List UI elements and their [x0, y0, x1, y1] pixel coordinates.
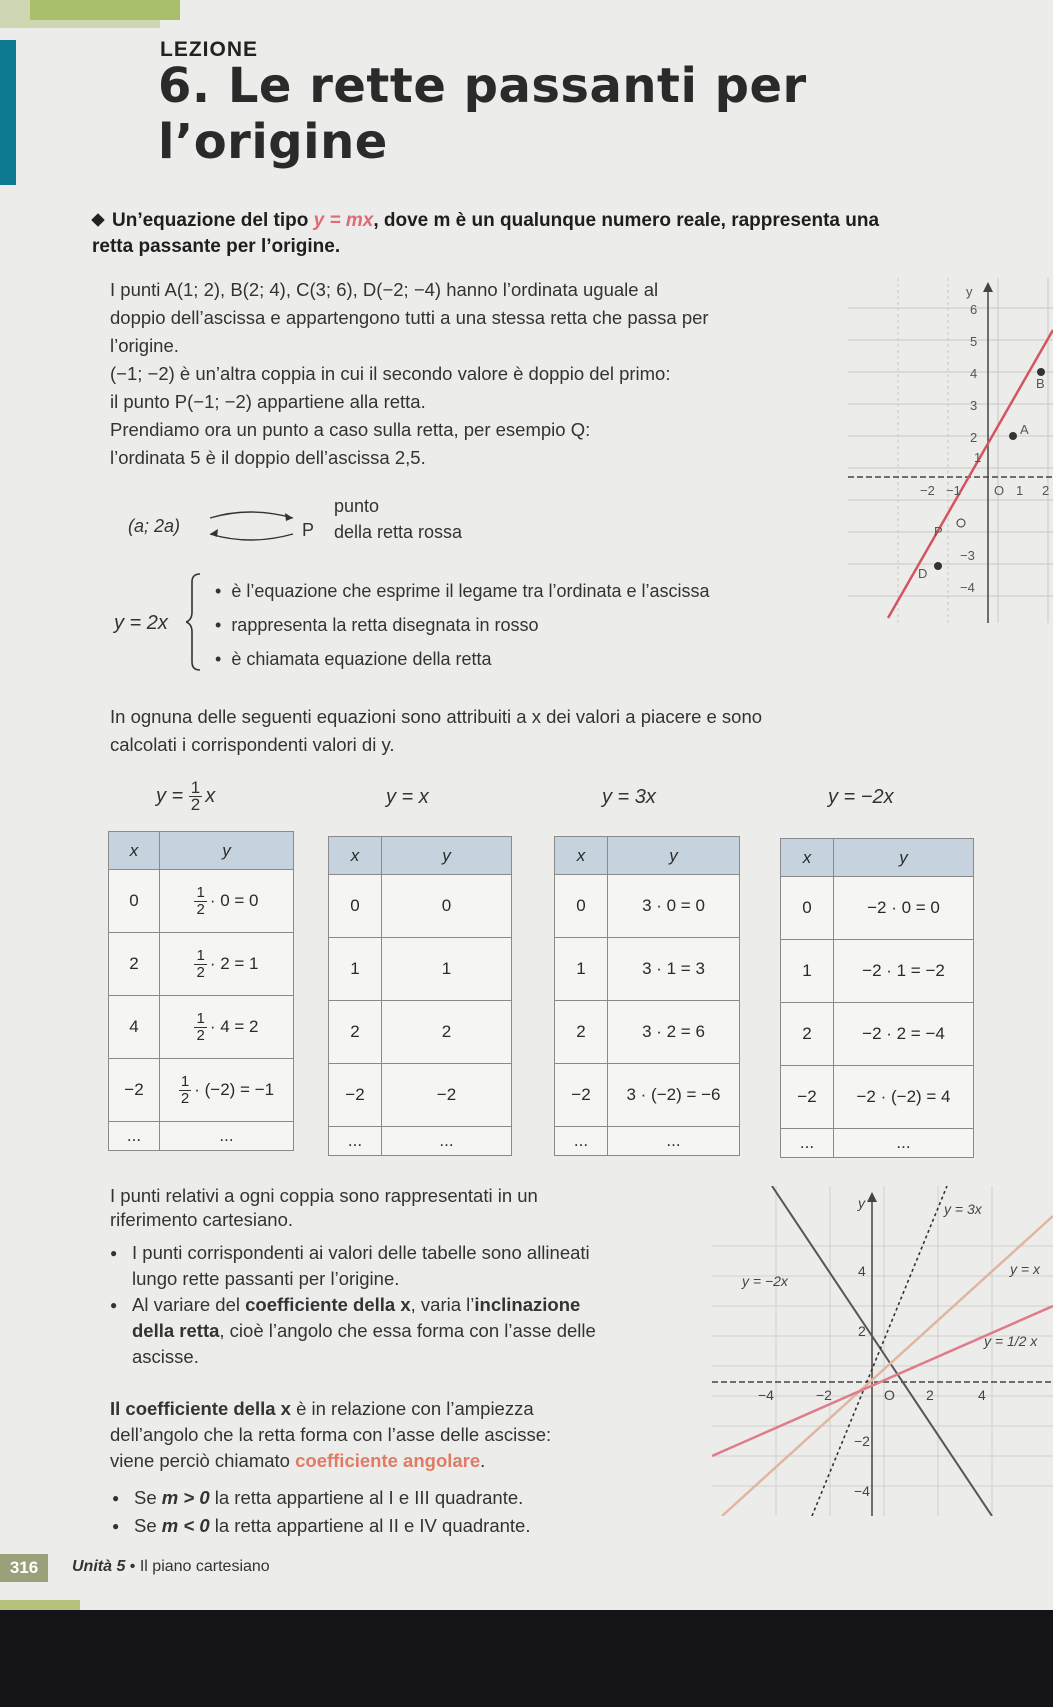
bottom-l2: riferimento cartesiano. — [110, 1209, 294, 1230]
lesson-label: LEZIONE — [160, 38, 259, 61]
svg-text:2: 2 — [1042, 483, 1050, 498]
graph-multi-lines — [712, 1186, 1053, 1516]
definition-post: , dove m è un qualunque numero reale, rappresenta una retta passante per l’origine. — [92, 210, 880, 257]
bottom-bullets — [110, 1240, 700, 1370]
table-row: ... ... — [781, 1129, 974, 1158]
table-row: 2 −2 · 2 = −4 — [781, 1003, 974, 1066]
intro-line-7: l’ordinata 5 è il doppio dell’ascissa 2,5. — [110, 447, 426, 468]
sign-bullet-1: ● Se m > 0 la retta appartiene al I e III quadrante. — [112, 1484, 712, 1512]
svg-text:5: 5 — [970, 334, 978, 349]
equation-prop-3: • è chiamata equazione della retta — [215, 642, 710, 676]
tables-intro-1: In ognuna delle seguenti equazioni sono attribuiti a x dei valori a piacere e sono — [110, 706, 763, 727]
table-row: ... ... — [555, 1127, 740, 1156]
svg-text:2: 2 — [970, 430, 978, 445]
table-row: 1 3 · 1 = 3 — [555, 938, 740, 1001]
tables-intro-2: calcolati i corrispondenti valori di y. — [110, 734, 395, 755]
page-title: 6. Le rette passanti per l’origine — [158, 58, 807, 170]
svg-text:2: 2 — [926, 1387, 934, 1403]
svg-text:−4: −4 — [758, 1387, 774, 1403]
equation-properties — [215, 574, 710, 676]
table-minus2x: x y 0 −2 · 0 = 0 1 −2 · 1 = −2 2 −2 · 2 = −4 −2 −2 · (−2) = 4 ... ... — [780, 838, 974, 1158]
table-row: −2 −2 · (−2) = 4 — [781, 1066, 974, 1129]
eq-3x: y = 3x — [602, 786, 656, 808]
svg-text:−4: −4 — [854, 1483, 870, 1499]
table-row: 2 2 — [329, 1001, 512, 1064]
svg-text:4: 4 — [858, 1263, 866, 1279]
blue-bar — [0, 40, 16, 185]
table-half: x y 0 $\frac{1}{2}$ · 0 = 0 2 $\frac{1}{2}$ · 2 = 1 4 $\frac{1}{2}$ · 4 = 2 −2 $\frac{1}{2}$ · (−2) = −1 ... ... — [108, 831, 294, 1151]
table-row: 0 0 — [329, 875, 512, 938]
svg-text:y: y — [858, 1195, 865, 1211]
point-desc-2: della retta rossa — [334, 522, 463, 542]
definition — [92, 208, 912, 260]
table-row: ... ... — [109, 1122, 294, 1151]
intro-line-2: doppio dell’ascissa e appartengono tutti a una stessa retta che passa per — [110, 307, 709, 328]
svg-text:y = 1/2 x: y = 1/2 x — [984, 1333, 1038, 1349]
svg-text:O: O — [884, 1387, 895, 1403]
point-label: P — [302, 520, 315, 540]
table-row: 0 $\frac{1}{2}$ · 0 = 0 — [109, 870, 294, 933]
svg-text:A: A — [1020, 422, 1029, 437]
background-shadow — [0, 1610, 1053, 1707]
svg-text:D: D — [918, 566, 928, 581]
svg-text:−3: −3 — [960, 548, 975, 563]
svg-text:y = 3x: y = 3x — [944, 1201, 982, 1217]
svg-text:4: 4 — [978, 1387, 986, 1403]
intro-line-6: Prendiamo ora un punto a caso sulla retta, per esempio Q: — [110, 419, 591, 440]
equation-prop-1: • è l’equazione che esprime il legame tra l’ordinata e l’ascissa — [215, 574, 710, 608]
graph-red-line — [848, 278, 1053, 623]
bullet-2: ● Al variare del coefficiente della x, varia l’inclinazione della retta, cioè l’angolo che essa forma con l’asse delle ascisse. — [110, 1292, 700, 1370]
sign-bullet-2: ● Se m < 0 la retta appartiene al II e IV quadrante. — [112, 1512, 712, 1540]
point-b — [1037, 368, 1045, 376]
eq-half: y = $\frac{1}{2}$ x — [156, 778, 216, 814]
point-desc-1: punto — [334, 496, 380, 516]
table-row: −2 3 · (−2) = −6 — [555, 1064, 740, 1127]
point-a — [1009, 432, 1017, 440]
svg-text:−2: −2 — [816, 1387, 832, 1403]
svg-text:−1: −1 — [946, 483, 961, 498]
point-p — [957, 519, 965, 527]
page-number: 316 — [0, 1554, 48, 1582]
table-row: −2 −2 — [329, 1064, 512, 1127]
table-row: 4 $\frac{1}{2}$ · 4 = 2 — [109, 996, 294, 1059]
svg-text:2: 2 — [858, 1323, 866, 1339]
table-row: 0 −2 · 0 = 0 — [781, 877, 974, 940]
svg-text:O: O — [994, 483, 1005, 498]
diamond-icon — [91, 213, 105, 227]
table-3x: x y 0 3 · 0 = 0 1 3 · 1 = 3 2 3 · 2 = 6 −2 3 · (−2) = −6 ... ... — [554, 836, 740, 1156]
bullet-1: ● I punti corrispondenti ai valori delle tabelle sono allineati lungo rette passanti per l’origine. — [110, 1240, 700, 1292]
table-row: 0 3 · 0 = 0 — [555, 875, 740, 938]
formula: y = mx — [313, 210, 374, 231]
intro-line-4: (−1; −2) è un’altra coppia in cui il secondo valore è doppio del primo: — [110, 363, 671, 384]
intro-line-3: l’origine. — [110, 335, 179, 356]
equation-label: y = 2x — [114, 612, 168, 634]
svg-text:−2: −2 — [854, 1433, 870, 1449]
table-row: ... ... — [329, 1127, 512, 1156]
green-bar — [30, 0, 180, 20]
pair-label: (a; 2a) — [128, 516, 181, 536]
svg-text:1: 1 — [974, 450, 982, 465]
eq-x: y = x — [386, 786, 429, 808]
intro-line-1: I punti A(1; 2), B(2; 4), C(3; 6), D(−2; −4) hanno l’ordinata uguale al — [110, 279, 659, 300]
table-row: 1 1 — [329, 938, 512, 1001]
intro-line-5: il punto P(−1; −2) appartiene alla retta. — [110, 391, 426, 412]
table-x: x y 0 0 1 1 2 2 −2 −2 ... ... — [328, 836, 512, 1156]
svg-text:B: B — [1036, 376, 1045, 391]
table-row: 2 3 · 2 = 6 — [555, 1001, 740, 1064]
svg-text:−2: −2 — [920, 483, 935, 498]
svg-text:1: 1 — [1016, 483, 1024, 498]
table-row: 2 $\frac{1}{2}$ · 2 = 1 — [109, 933, 294, 996]
svg-text:3: 3 — [970, 398, 978, 413]
bijection-arrows — [205, 506, 305, 546]
eq-minus2x: y = −2x — [828, 786, 894, 808]
brace — [186, 572, 206, 672]
svg-text:P: P — [934, 524, 943, 539]
equation-prop-2: • rappresenta la retta disegnata in rosso — [215, 608, 710, 642]
svg-text:6: 6 — [970, 302, 978, 317]
table-row: −2 $\frac{1}{2}$ · (−2) = −1 — [109, 1059, 294, 1122]
coefficient-text: Il coefficiente della x è in relazione con l’ampiezza dell’angolo che la retta forma con l’asse delle ascisse: viene perciò chiamato coefficiente angolare. — [110, 1398, 552, 1471]
footer-unit: Unità 5 • Il piano cartesiano — [72, 1558, 270, 1575]
svg-text:y = −2x: y = −2x — [742, 1273, 788, 1289]
point-d — [934, 562, 942, 570]
svg-text:4: 4 — [970, 366, 978, 381]
table-row: 1 −2 · 1 = −2 — [781, 940, 974, 1003]
svg-text:y = x: y = x — [1010, 1261, 1040, 1277]
bottom-l1: I punti relativi a ogni coppia sono rappresentati in un — [110, 1185, 538, 1206]
svg-text:y: y — [966, 284, 973, 299]
definition-pre: Un’equazione del tipo — [112, 210, 314, 231]
sign-bullets — [112, 1484, 712, 1540]
svg-text:−4: −4 — [960, 580, 975, 595]
